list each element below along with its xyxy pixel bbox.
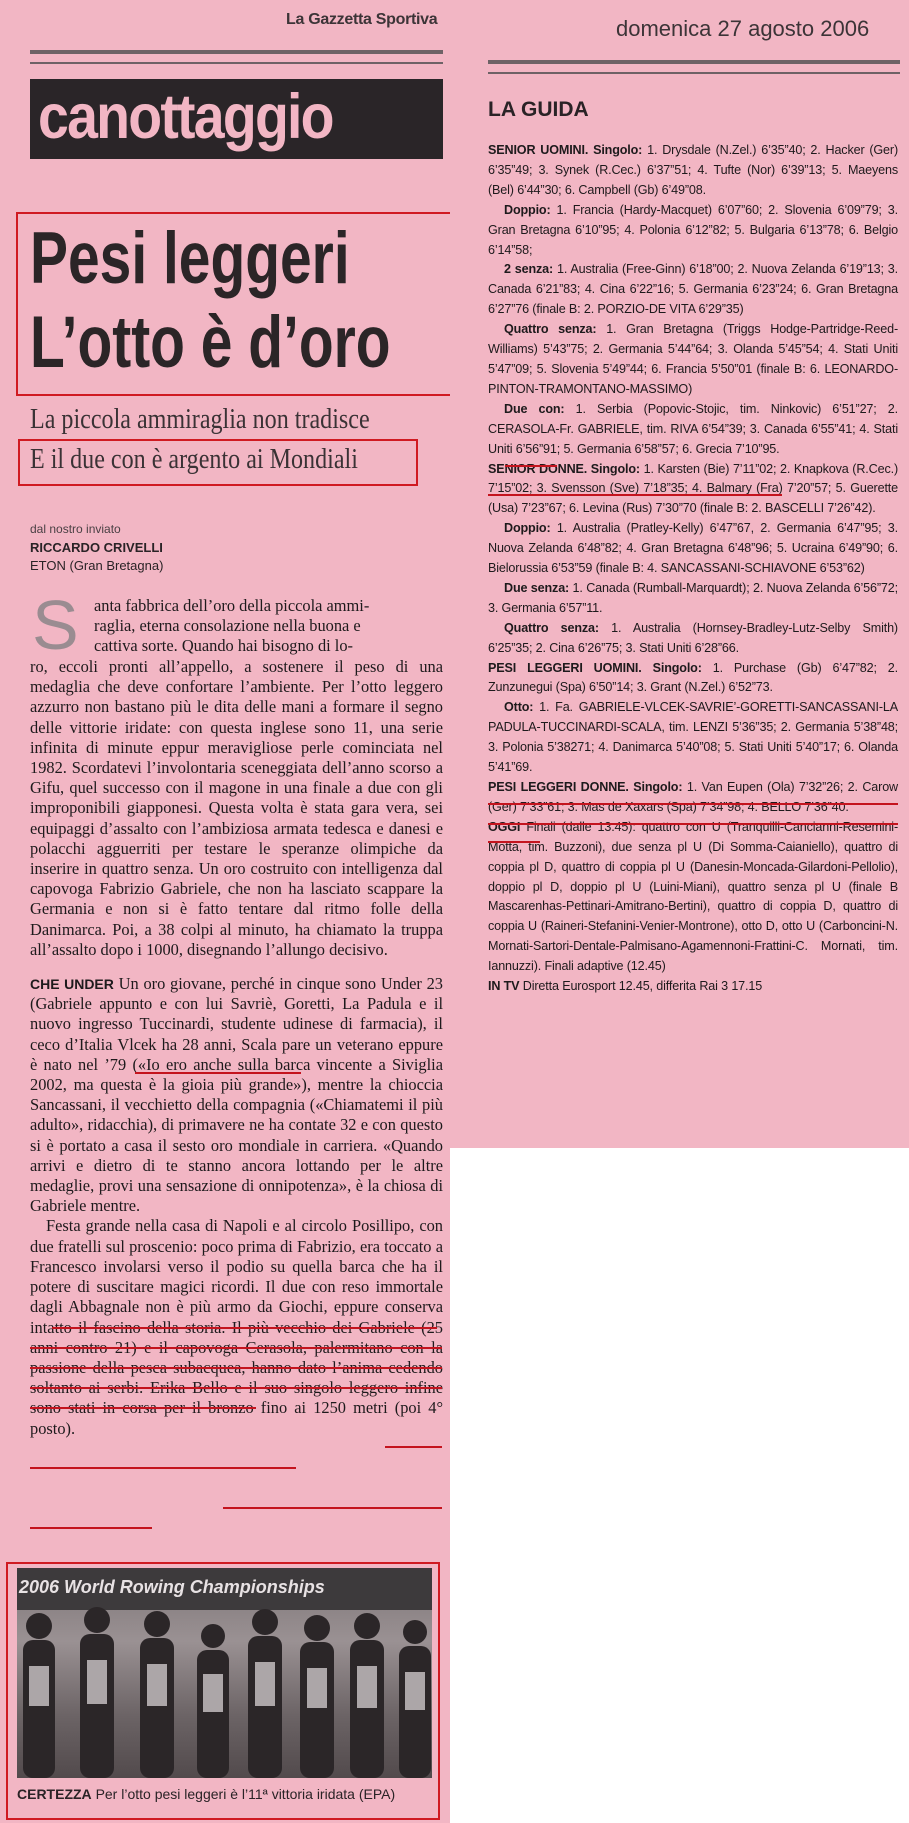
caption-label: CERTEZZA [17,1786,92,1802]
team-photo [17,1568,432,1778]
guide-entry-text: 1. Fa. GABRIELE-VLCEK-SAVRIE’-GORETTI-SANCASSANI-LA PADULA-TUCCINARDI-SCALA, tim. LENZI 5’36”35; 2. Germania 5’38”48; 3. Polonia 5’38271; 4. Danimarca 5’40”08; 5. Stati Uniti 5’40”17; 6. Olanda 5’41”69. [488,700,898,775]
guide-entry [488,201,898,261]
reader-underline [30,1347,442,1349]
headline-line2: L’otto è d’oro [30,302,391,383]
page-date: domenica 27 agosto 2006 [616,16,870,41]
guide-entry [488,579,898,619]
article-paragraph [30,974,443,1216]
guide-entry [488,659,898,699]
guide-entry-text: 1. Australia (Hornsey-Bradley-Lutz-Selby Smith) 6’25”35; 2. Cina 6’26”75; 3. Stati Uniti 6’28”66. [488,620,898,655]
guide-title: LA GUIDA [488,98,589,121]
guide-clipping [450,0,909,1148]
guide-entry-label: SENIOR UOMINI. Singolo: [488,143,643,157]
rowers-silhouettes [17,1596,432,1778]
guide-entry-text: 1. Canada (Rumball-Marquardt); 2. Nuova Zelanda 6’56”72; 3. Germania 6’57”11. [488,580,898,615]
reader-underline [223,1507,442,1509]
guide-entry [488,141,898,201]
guide-entry [488,460,898,520]
guide-entry-label: Doppio: [504,202,551,217]
guide-entry [488,519,898,579]
caption-text: Per l’otto pesi leggeri è l’11ª vittoria iridata [95,1786,355,1802]
guide-entry-label: OGGI [488,819,521,834]
guide-entry-text: 1. Gran Bretagna (Triggs Hodge-Partridge-Reed-Williams) 5’43”75; 2. Germania 5’44”64; 3. Olanda 5’45”54; 4. Stati Uniti 5’47”09; 5. Slovenia 5’49”44; 6. Francia 5’50”01 (finale B: 6. LEONARDO-PINTON-TRAMONTANO-MASSIMO) [488,322,899,396]
reader-underline [385,1446,442,1448]
guide-entry [488,260,898,320]
reader-underline [488,803,898,805]
guide-entry-text: Finali (dalle 13.45): quattro con U (Tranquilli-Cancianni-Resemini-Motta, tim. Buzzoni), due senza pl U (Di Somma-Caianiello), quattro di coppia pl D, quattro di coppia pl U (Danesin-Moncada-Gilardoni-Pellolio), doppio pl D, doppio pl U (Luini-Miani), quattro senza pl U (finale B Mascarenhas-Pettinari-Amitrano-Bertini), quattro di coppia D, quattro di coppia U (Raineri-Stefanini-Venier-Montrone), otto D, otto U (Carboncini-N. Mornati-Sartori-Dentale-Palmisano-Agamennoni-Frattini-C. Mornati, tim. Iannuzzi). Finali adaptive (12.45) [488,819,898,974]
lead-line: anta fabbrica dell’oro della piccola ammi- [94,596,370,615]
reader-underline [135,1072,301,1074]
reader-underline [30,1367,442,1369]
caption-credit: (EPA) [358,1786,396,1802]
guide-entry-text: 1. Drysdale (N.Zel.) 6’35”40; 2. Hacker (Ger) 6’35”49; 3. Synek (R.Cec.) 6’37”51; 4. Tufte (Nor) 6’39”13; 5. Maeyens (Bel) 6’44”30; 6. Campbell (Gb) 6’49”08. [488,143,899,197]
byline-place: ETON (Gran Bretagna) [30,558,164,573]
article-paragraph: ro, eccoli pronti all’appello, a sostenere il peso di una medaglia che deve confortare l’ambiente. Per l’otto leggero azzurro non bastano più le dita delle mani a formare il segno delle vittorie iridate: con questa inglese sono 11, una serie infinita di minute eppur meravigliose perle cominciata nel 1982. Scordatevi l’involontaria sceneggiata dell’anno scorso a Gifu, quel successo con il magone in una finale a due con gli improponibili giapponesi. Questa volta è stata gara vera, sei equipaggi d’assalto con l’ambiziosa armata tedesca e danesi e polacchi agguerriti per testare le speranze olimpiche da inserire in quattro senza. Un oro costruito con intelligenza dal capovoga Fabrizio Gabriele, che non ha lasciato scappare la Germania e non si è fatto tentare dal ritmo folle della Danimarca. Poi, a 38 colpi al minuto, ha chiamato la truppa all’assalto dopo i 1000, disegnando l’allungo decisivo. [30,657,443,959]
reader-underline [30,1527,152,1529]
guide-entry-text: 1. Australia (Pratley-Kelly) 6’47”67, 2. Germania 6’47”95; 3. Nuova Zelanda 6’48”82; 4. Gran Bretagna 6’48”96; 5. Ucraina 6’49”90; 6. Bielorussia 6’53”59 (finale B: 4. SANCASSANI-SCHIAVONE 6’53”62) [488,521,898,576]
reader-underline [30,1467,296,1469]
guide-entry-label: 2 senza: [504,262,554,277]
headline-line1: Pesi leggeri [30,218,350,299]
lead-line: cattiva sorte. Quando hai bisogno di lo- [94,636,354,656]
top-rule [30,50,443,54]
article-clipping [0,0,450,1823]
guide-entry [488,619,898,659]
reader-underline [52,1327,437,1329]
guide-entry-text: 1. Australia (Free-Ginn) 6’18”00; 2. Nuova Zelanda 6’19”13; 3. Canada 6’21”83; 4. Cina 6’22”16; 5. Germania 6’23”24; 6. Gran Bretagna 6’27”76 (finale B: 2. PORZIO-DE VITA 6’29”35) [488,262,898,317]
newspaper-name: La Gazzetta Sportiva [286,11,438,28]
reader-underline [488,841,540,843]
byline-intro: dal nostro inviato [30,522,121,536]
guide-entry-text: 1. Purchase (Gb) 6’47”82; 2. Zunzunegui (Spa) 6’50”14; 3. Grant (N.Zel.) 6’52”73. [488,660,898,695]
lead-lines [94,596,443,657]
guide-entry-label: PESI LEGGERI DONNE. Singolo: [488,780,683,794]
reader-underline [488,823,898,825]
guide-entry [488,400,898,460]
guide-entry-label: SENIOR DONNE. Singolo: [488,461,640,476]
byline-author: RICCARDO CRIVELLI [30,540,163,555]
reader-underline [30,1387,442,1389]
section-title: canottaggio [38,82,333,152]
guide-entry [488,698,898,778]
guide-entry-text: Diretta Eurosport 12.45, differita Rai 3 17.15 [522,979,763,994]
guide-entry-label: PESI LEGGERI UOMINI. Singolo: [488,660,702,675]
guide-entry-label: Quattro senza: [504,322,597,337]
guide-entry [488,977,898,997]
guide-entry-label: Due con: [504,401,565,416]
dropcap: S [32,586,79,664]
reader-underline [488,494,782,496]
guide-entry [488,320,898,400]
guide-entry-label: Otto: [504,700,534,715]
guide-entry-label: Doppio: [504,521,551,536]
section-banner [30,79,443,159]
photo-banner-text: 2006 World Rowing Championships [19,1577,325,1597]
paragraph-label: CHE UNDER [30,976,114,993]
top-rule-2 [30,62,443,64]
top-rule [488,60,900,64]
lead-line: raglia, eterna consolazione nella buona e [94,616,361,636]
article-paragraph: Festa grande nella casa di Napoli e al circolo Posillipo, con due fratelli sul proscenio: poco prima di Fabrizio, era toccato a Francesco involarsi verso il podio su quella barca che ha il potere di suscitare magici ricordi. Il due con reso immortale dagli Abbagnale non è più armo da Giochi, eppure conserva intatto il fascino della storia. Il più vecchio dei Gabriele (25 anni contro 21) e il capovoga Cerasola, palermitano con la passione della pesca subacquea, hanno dato l’anima cedendo soltanto ai serbi. Erika Bello e il suo singolo leggero infine sono stati in corsa per il bronzo fino ai 1250 metri (poi 4° posto). [30,1216,443,1438]
subhead-line1: La piccola ammiraglia non tradisce [30,404,370,435]
photo-caption [17,1786,395,1802]
guide-entry-text: 1. Karsten (Bie) 7’11”02; 2. Knapkova (R.Cec.) 7’15”02; 3. Svensson (Sve) 7’18”35; 4. Balmary (Fra) 7’20”57; 5. Guerette (Usa) 7’23”67; 6. Levina (Rus) 7’30”70 (finale B: 2. BASCELLI 7’26”42). [488,461,898,516]
guide-entry-text: 1. Serbia (Popovic-Stojic, tim. Ninkovic) 6’51”27; 2. CERASOLA-Fr. GABRIELE, tim. RIVA 6’54”39; 3. Canada 6’55”41; 4. Stati Uniti 6’56”91; 5. Germania 6’58”57; 6. Grecia 7’10”95. [488,401,898,456]
reader-underline [505,465,557,467]
guide-entry-text: 1. Francia (Hardy-Macquet) 6’07”60; 2. Slovenia 6’09”79; 3. Gran Bretagna 6’10”95; 4. Polonia 6’12”82; 5. Bulgaria 6’13”78; 6. Belgio 6’14”58; [488,202,898,257]
subhead-line2: E il due con è argento ai Mondiali [30,444,358,475]
guide-entry-label: Due senza: [504,580,570,595]
guide-entry-text: 1. Van Eupen (Ola) 7’32”26; 2. Carow (Ger) 7’33”61; 3. Mas de Xaxars (Spa) 7’34”98; 4. BELLO 7’36”40. [488,780,898,814]
reader-underline [30,1407,256,1409]
guide-entry-label: Quattro senza: [504,620,599,635]
guide-body [488,141,898,997]
article-lead [30,586,443,664]
article-body [30,586,443,1439]
top-rule-2 [488,72,900,74]
paragraph-text: Un oro giovane, perché in cinque sono Under 23 (Gabriele appunto e con lui Savriè, Goretti, La Padula e il nuovo ingresso Tuccinardi, studente udinese di farmacia), il ceco d’Italia Vlcek ha 28 anni, Scala pare un veterano eppure è nato nel ’79 («Io ero anche sulla barca vincente a Siviglia 2002, ma questa è la gioia più grande»), mentre la chioccia Sancassani, il vecchietto della compagnia («Chiamatemi il più adulto», ridacchia), di primavere ne ha contate 32 e con questo si è portato a casa il sesto oro mondiale in carriera. «Quando arrivi e dietro di te stanno ancora lottando per le altre medaglie, provi una sensazione di onnipotenza», è la chiosa di Gabriele mentre. [30,974,443,1216]
guide-entry [488,818,898,977]
guide-entry-label: IN TV [488,979,520,994]
guide-entry [488,778,898,818]
